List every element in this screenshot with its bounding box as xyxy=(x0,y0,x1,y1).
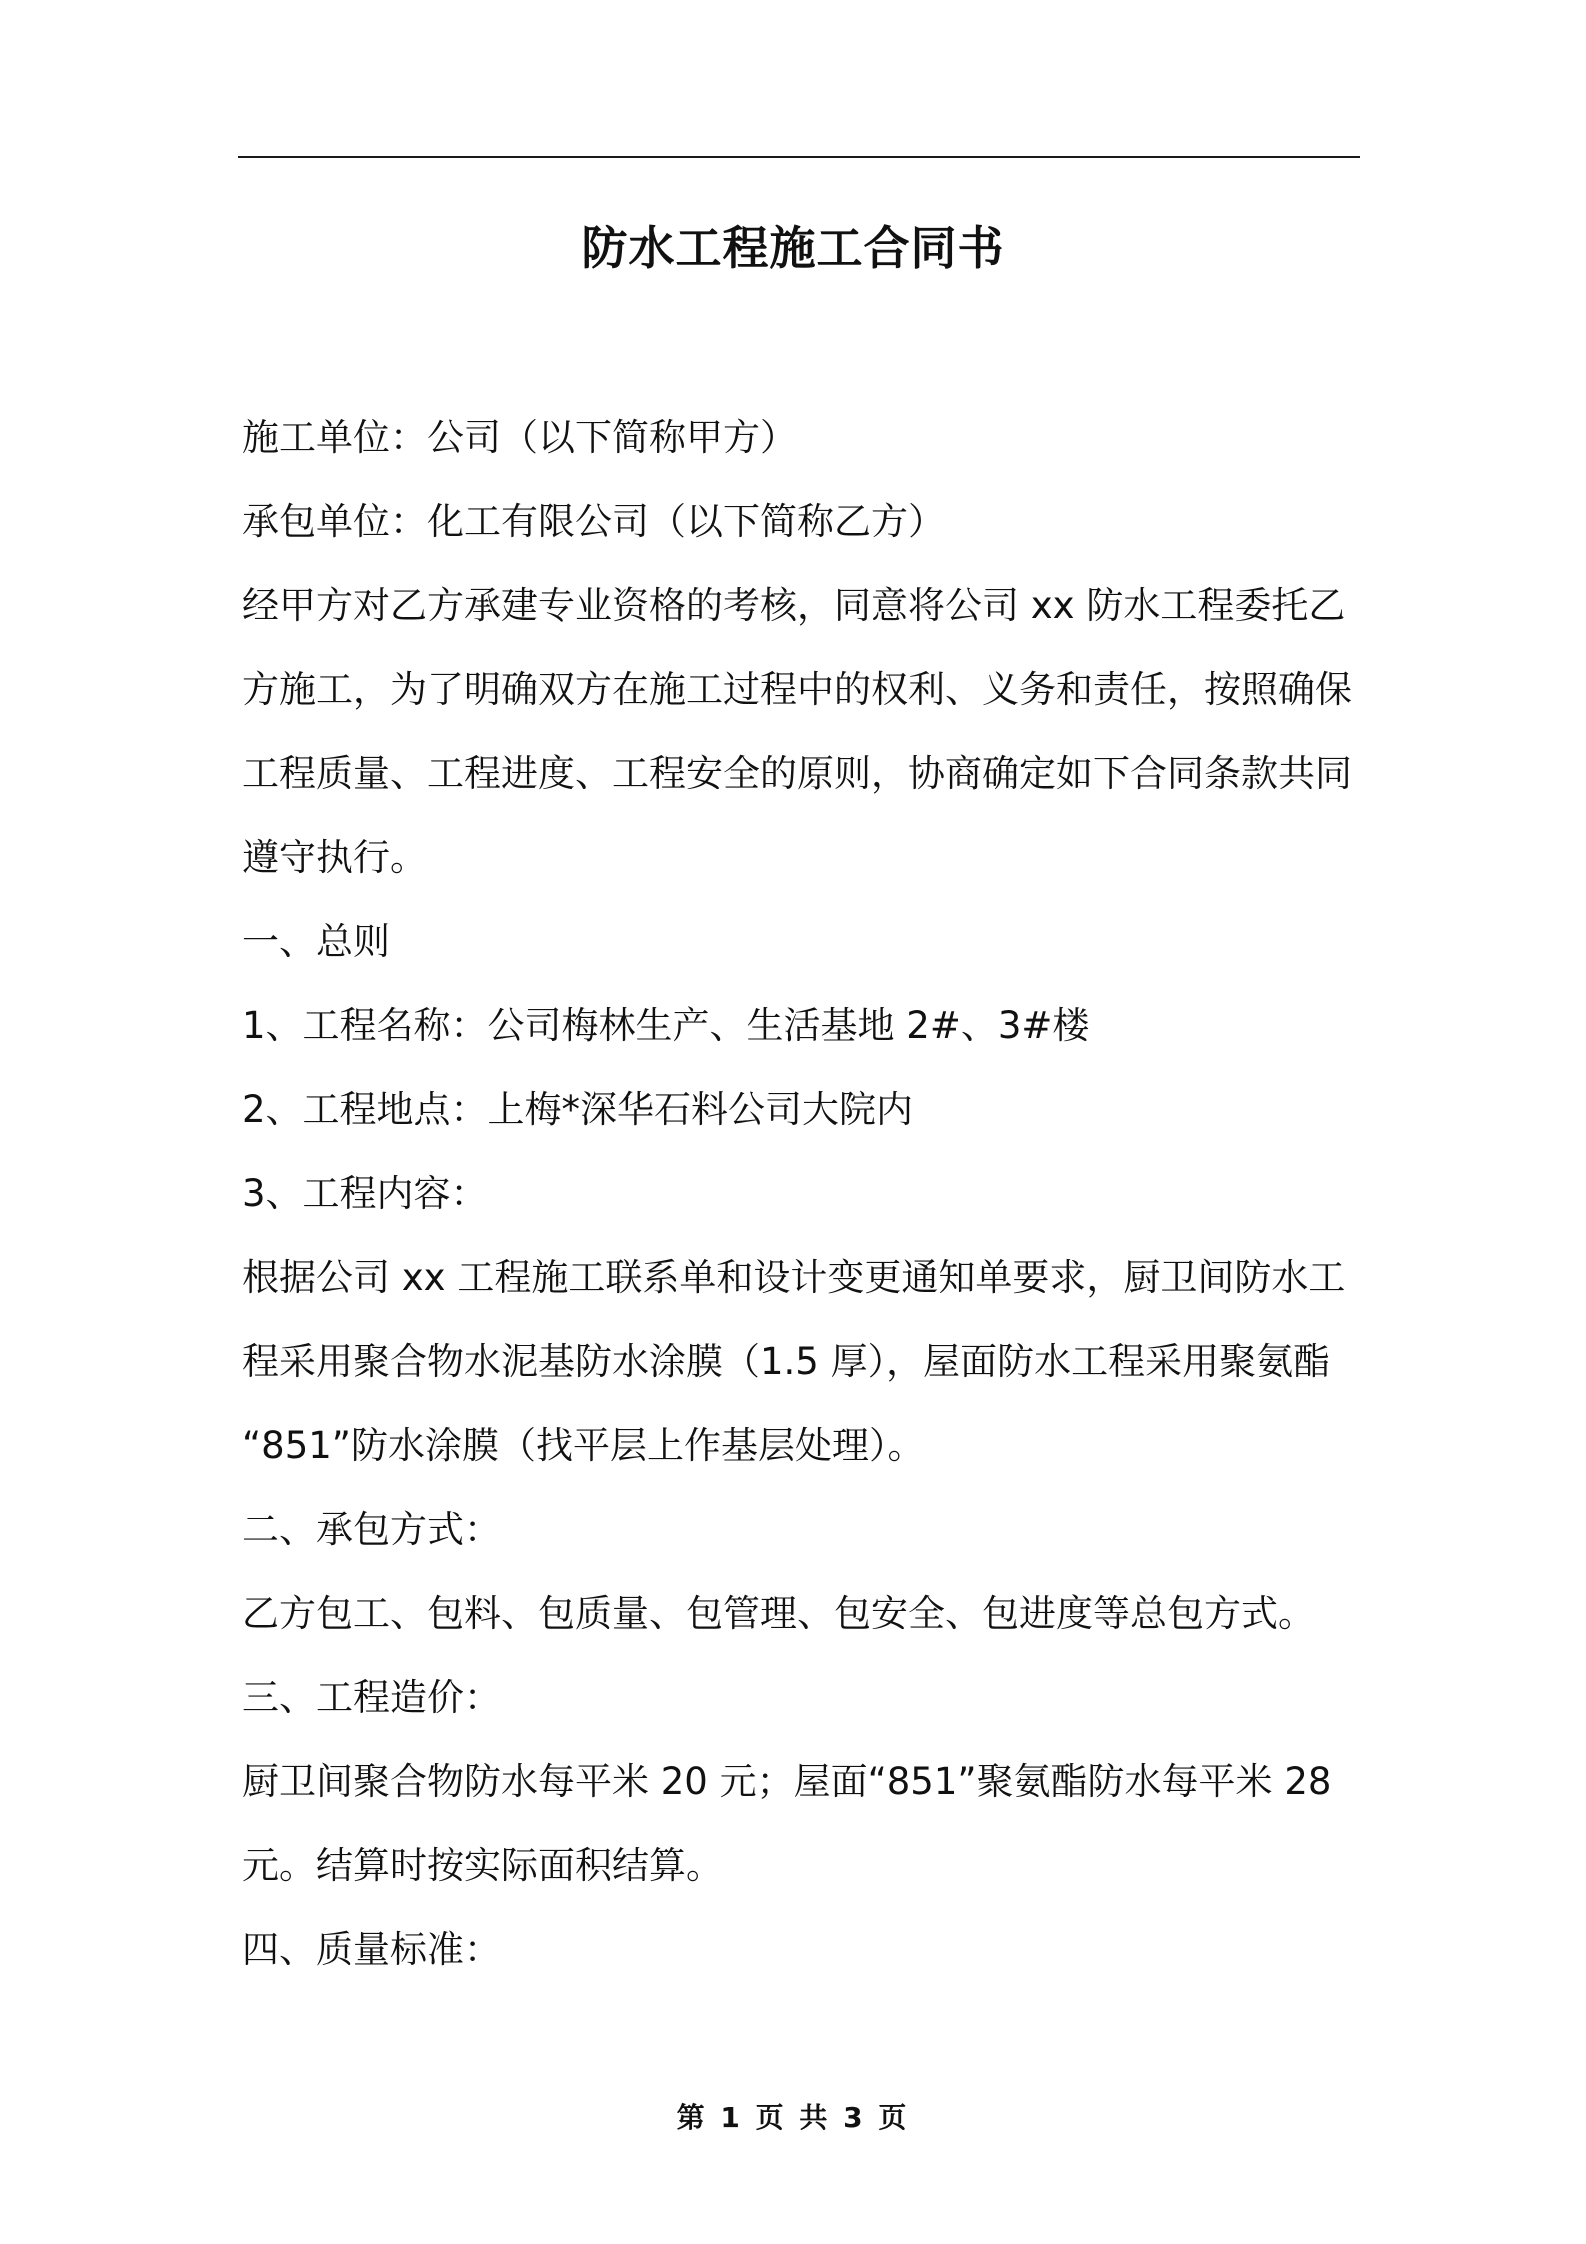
cost-line: 厨卫间聚合物防水每平米 20 元；屋面“851”聚氨酯防水每平米 28 xyxy=(242,1760,1332,1803)
construction-unit-line: 施工单位：公司（以下简称甲方） xyxy=(242,416,797,459)
section-heading-general: 一、总则 xyxy=(242,920,390,963)
project-content-label: 3、工程内容： xyxy=(242,1172,488,1215)
intro-paragraph-line: 经甲方对乙方承建专业资格的考核，同意将公司 xx 防水工程委托乙 xyxy=(242,584,1346,627)
project-content-line: 根据公司 xx 工程施工联系单和设计变更通知单要求，厨卫间防水工 xyxy=(242,1256,1346,1299)
document-body xyxy=(242,396,1360,1992)
section-heading-quality: 四、质量标准： xyxy=(242,1928,501,1971)
intro-paragraph-line: 遵守执行。 xyxy=(242,836,427,879)
header-rule xyxy=(238,156,1360,158)
cost-line: 元。结算时按实际面积结算。 xyxy=(242,1844,723,1887)
project-content-line: 程采用聚合物水泥基防水涂膜（1.5 厚），屋面防水工程采用聚氨酯 xyxy=(242,1340,1331,1383)
section-heading-contract-method: 二、承包方式： xyxy=(242,1508,501,1551)
intro-paragraph-line: 方施工，为了明确双方在施工过程中的权利、义务和责任，按照确保 xyxy=(242,668,1352,711)
project-name-line: 1、工程名称：公司梅林生产、生活基地 2#、3#楼 xyxy=(242,1004,1090,1047)
page-number-footer: 第 1 页 共 3 页 xyxy=(676,2101,910,2134)
project-location-line: 2、工程地点：上梅*深华石料公司大院内 xyxy=(242,1088,914,1131)
intro-paragraph-line: 工程质量、工程进度、工程安全的原则，协商确定如下合同条款共同 xyxy=(242,752,1352,795)
contractor-unit-line: 承包单位：化工有限公司（以下简称乙方） xyxy=(242,500,945,543)
section-heading-cost: 三、工程造价： xyxy=(242,1676,501,1719)
project-content-line: “851”防水涂膜（找平层上作基层处理）。 xyxy=(242,1424,925,1467)
document-title: 防水工程施工合同书 xyxy=(581,221,1005,275)
contract-method-line: 乙方包工、包料、包质量、包管理、包安全、包进度等总包方式。 xyxy=(242,1592,1315,1635)
